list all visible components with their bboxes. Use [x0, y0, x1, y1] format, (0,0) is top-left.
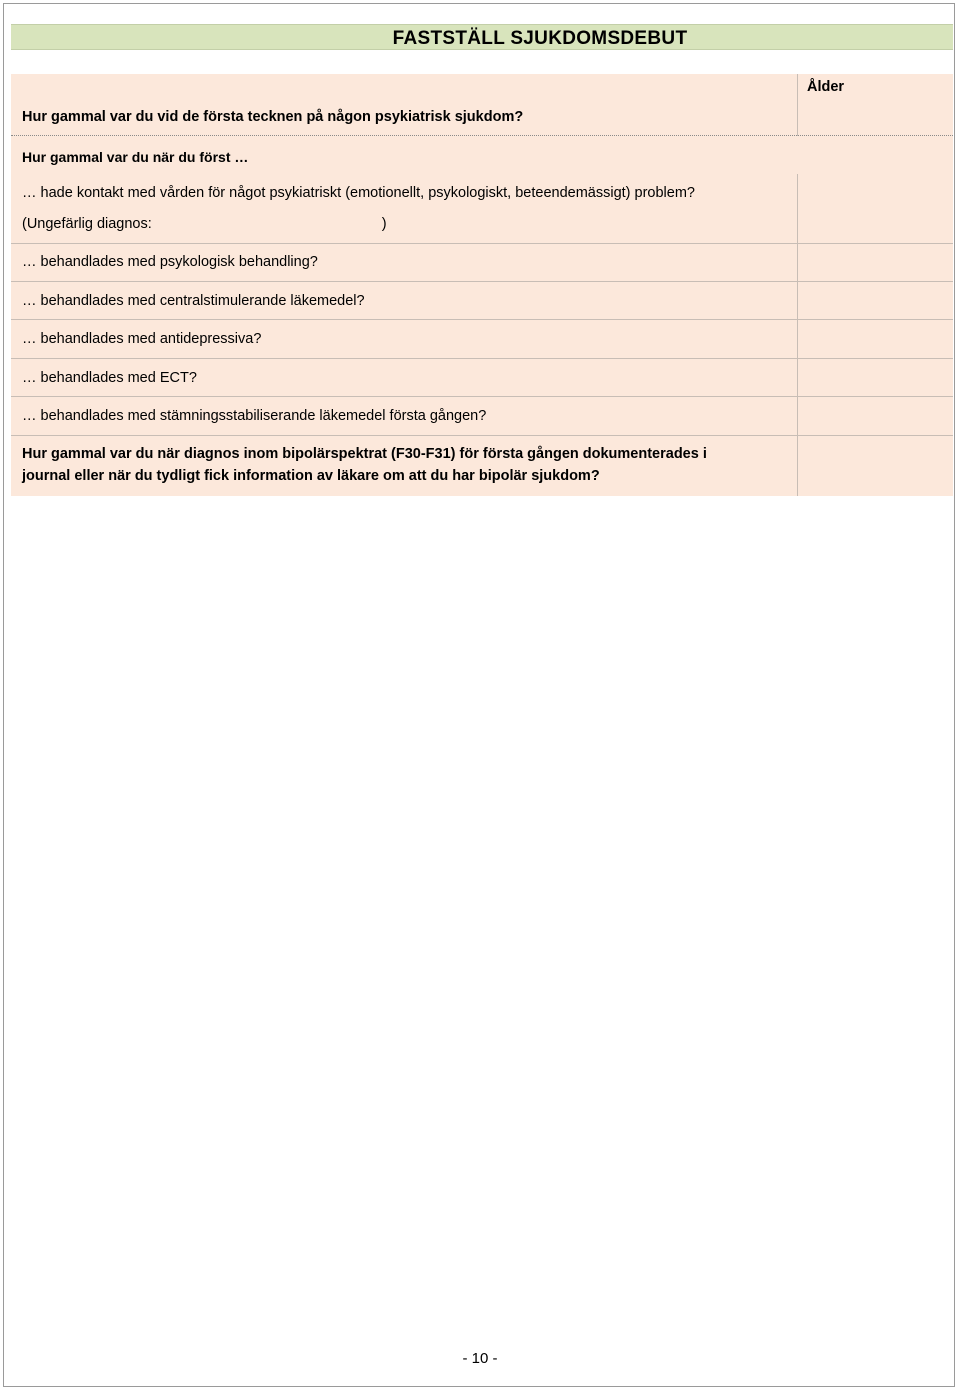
onset-form [11, 74, 953, 496]
question-mood-stabilizer: … behandlades med stämningsstabiliserande läkemedel första gången? [22, 408, 487, 424]
question-first-signs: Hur gammal var du vid de första tecknen på någon psykiatrisk sjukdom? [22, 109, 524, 125]
section-banner [11, 24, 953, 50]
question-antidepressant: … behandlades med antidepressiva? [22, 331, 262, 347]
page-number: - 10 - [462, 1350, 498, 1367]
diagnosis-close: ) [381, 216, 387, 232]
age-cell-antidepressant[interactable] [798, 320, 953, 358]
age-cell-mood-stabilizer[interactable] [798, 397, 953, 435]
question-ect: … behandlades med ECT? [22, 370, 197, 386]
question-diagnosis [22, 216, 387, 232]
section-title: FASTSTÄLL SJUKDOMSDEBUT [392, 28, 688, 49]
age-cell-ect[interactable] [798, 359, 953, 396]
row-divider [11, 135, 953, 136]
question-first-lead: Hur gammal var du när du först … [22, 149, 249, 165]
age-cell-first-signs[interactable] [798, 74, 953, 135]
question-bipolar-line2: journal eller när du tydligt fick information av läkare om att du har bipolär sjukdom? [22, 468, 600, 484]
question-stimulant: … behandlades med centralstimulerande läkemedel? [22, 293, 365, 309]
diagnosis-label: (Ungefärlig diagnos: [22, 216, 152, 232]
age-cell-contact[interactable] [798, 174, 953, 243]
question-psych-treatment: … behandlades med psykologisk behandling? [22, 254, 318, 270]
age-cell-psych-treatment[interactable] [798, 244, 953, 281]
age-cell-stimulant[interactable] [798, 282, 953, 319]
age-column-header: Ålder [807, 79, 845, 95]
question-bipolar-line1: Hur gammal var du när diagnos inom bipolärspektrat (F30-F31) för första gången dokumenterades i [22, 446, 707, 462]
age-cell-bipolar[interactable] [798, 436, 953, 496]
question-contact: … hade kontakt med vården för något psykiatriskt (emotionellt, psykologiskt, beteendemässigt) problem? [22, 185, 695, 201]
